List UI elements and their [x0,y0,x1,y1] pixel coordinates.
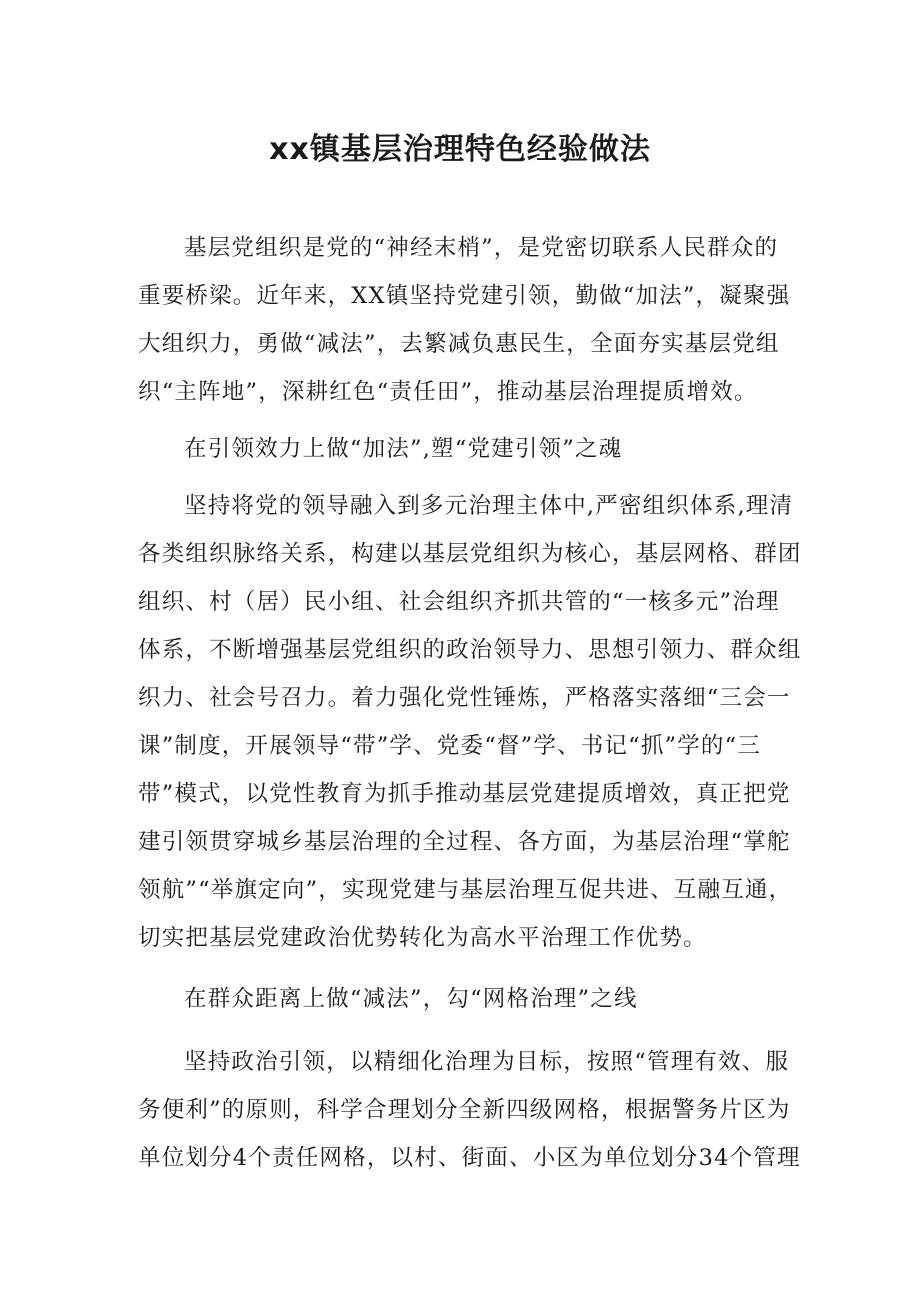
section1-line: 体系，不断增强基层党组织的政治领导力、思想引领力、群众组 [138,637,802,663]
section1-line: 组织、村（居）民小组、社会组织齐抓共管的“一核多元”治理 [138,589,780,615]
section-heading-2: 在群众距离上做“减法”，勾“网格治理”之线 [184,986,638,1012]
intro-line: 基层党组织是党的“神经末梢”，是党密切联系人民群众的 [184,235,779,261]
section1-line: 坚持将党的领导融入到多元治理主体中,严密组织体系,理清 [184,493,794,519]
section1-line: 织力、社会号召力。着力强化党性锤炼，严格落实落细“三会一 [138,685,791,711]
section1-line: 切实把基层党建政治优势转化为高水平治理工作优势。 [138,925,707,951]
intro-line: 大组织力，勇做“减法”，去繁减负惠民生，全面夯实基层党组 [138,331,780,357]
section-heading-1: 在引领效力上做“加法”,塑“党建引领”之魂 [184,436,623,462]
document-title: xx镇基层治理特色经验做法 [269,132,651,167]
intro-line: 重要桥梁。近年来，XX镇坚持党建引领，勤做“加法”，凝聚强 [138,283,791,309]
intro-line: 织“主阵地”，深耕红色“责任田”，推动基层治理提质增效。 [138,379,758,405]
section1-line: 带”模式，以党性教育为抓手推动基层党建提质增效，真正把党 [138,781,791,807]
section1-line: 建引领贯穿城乡基层治理的全过程、各方面，为基层治理“掌舵 [138,829,791,855]
section1-line: 各类组织脉络关系，构建以基层党组织为核心，基层网格、群团 [138,541,802,567]
section2-line: 坚持政治引领，以精细化治理为目标，按照“管理有效、服 [184,1049,790,1075]
section1-line: 课”制度，开展领导“带”学、党委“督”学、书记“抓”学的“三 [138,733,762,759]
section2-line: 务便利”的原则，科学合理划分全新四级网格，根据警务片区为 [138,1097,791,1123]
section1-line: 领航”“举旗定向”，实现党建与基层治理互促共进、互融互通， [138,877,793,903]
section2-line: 单位划分4个责任网格，以村、街面、小区为单位划分34个管理 [138,1145,801,1171]
